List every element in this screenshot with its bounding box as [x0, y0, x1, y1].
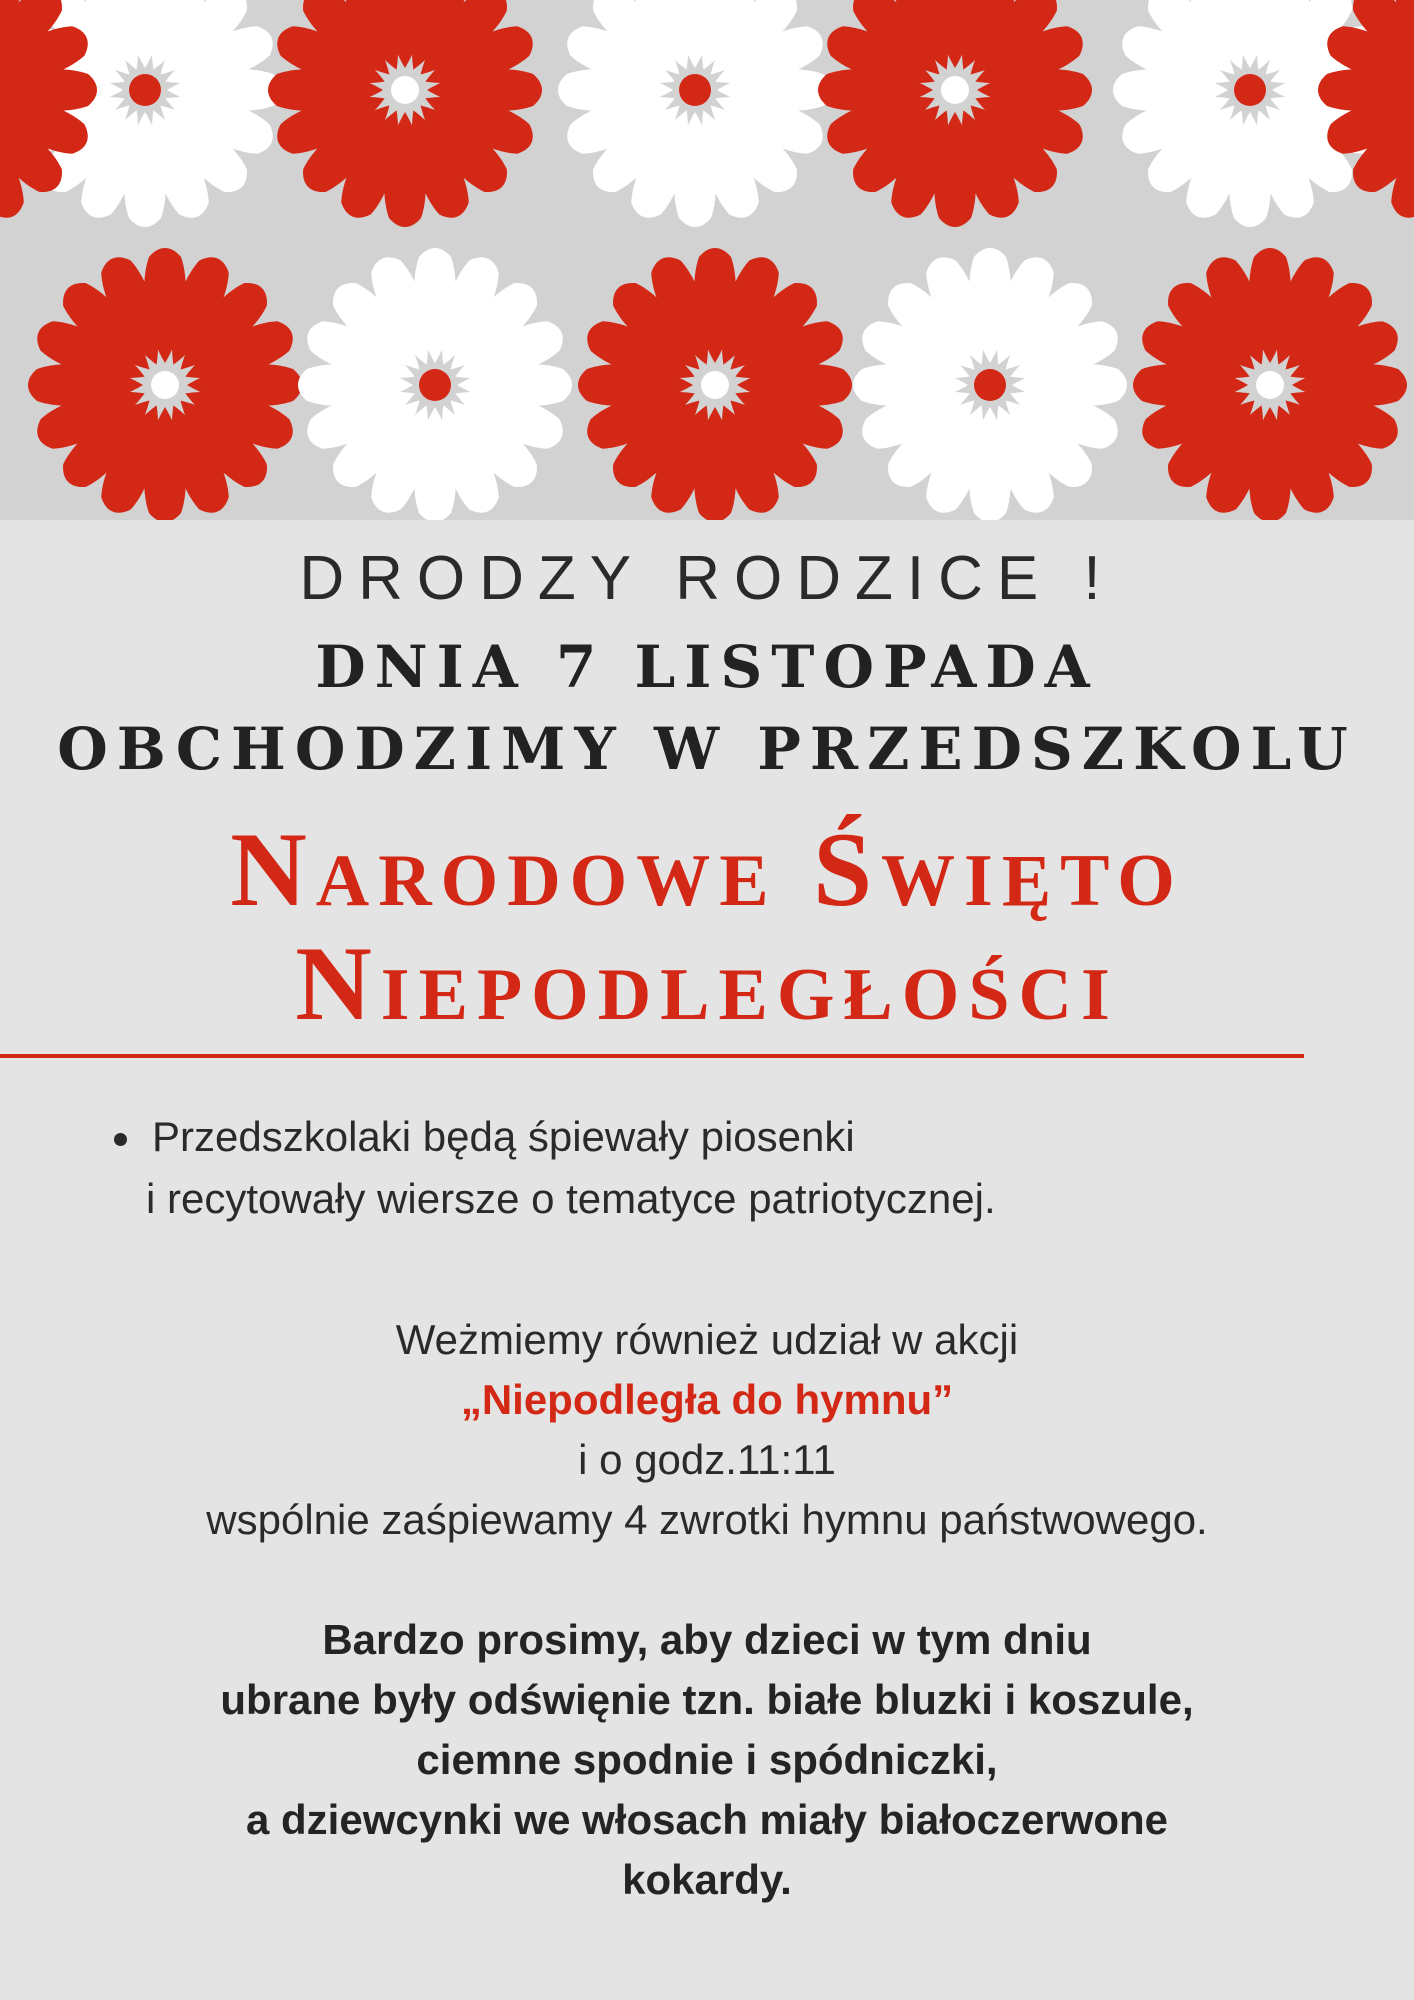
white-flower-icon	[853, 248, 1127, 520]
info-line-1: Weżmiemy również udział w akcji	[395, 1316, 1019, 1363]
bullet-dot-icon	[114, 1133, 127, 1146]
date-line: DNIA 7 LISTOPADA	[315, 633, 1099, 701]
red-flower-icon	[1133, 248, 1407, 520]
request-line-3: ciemne spodnie i spódniczki,	[416, 1736, 998, 1783]
bullet-text-line1: Przedszkolaki będą śpiewały piosenki	[152, 1113, 855, 1160]
celebrate-line: OBCHODZIMY W PRZEDSZKOLU	[57, 715, 1357, 783]
holiday-title-line2: Niepodległości	[295, 925, 1119, 1042]
bullet-text-line2: i recytowały wiersze o tematyce patriotycznej.	[146, 1175, 996, 1222]
request-line-2: ubrane były odświęnie tzn. białe bluzki i koszule,	[220, 1676, 1194, 1723]
red-flower-icon	[578, 248, 852, 520]
red-divider	[0, 1054, 1304, 1058]
red-flower-icon	[28, 248, 302, 520]
white-flower-icon	[298, 248, 572, 520]
request-line-4: a dziewcynki we włosach miały białoczerwone	[245, 1796, 1168, 1843]
request-line-5: kokardy.	[622, 1856, 792, 1903]
holiday-title-line1: Narodowe Święto	[230, 811, 1184, 928]
greeting-heading: DRODZY RODZICE !	[299, 544, 1115, 613]
request-line-1: Bardzo prosimy, aby dzieci w tym dniu	[322, 1616, 1092, 1663]
campaign-name: „Niepodległa do hymnu”	[460, 1376, 954, 1423]
bullet-list	[110, 1106, 1310, 1230]
info-line-4: wspólnie zaśpiewamy 4 zwrotki hymnu państwowego.	[206, 1496, 1208, 1543]
info-time-line: i o godz.11:11	[578, 1436, 836, 1483]
bullet-item	[110, 1106, 1310, 1230]
flower-pattern-banner	[0, 0, 1414, 520]
